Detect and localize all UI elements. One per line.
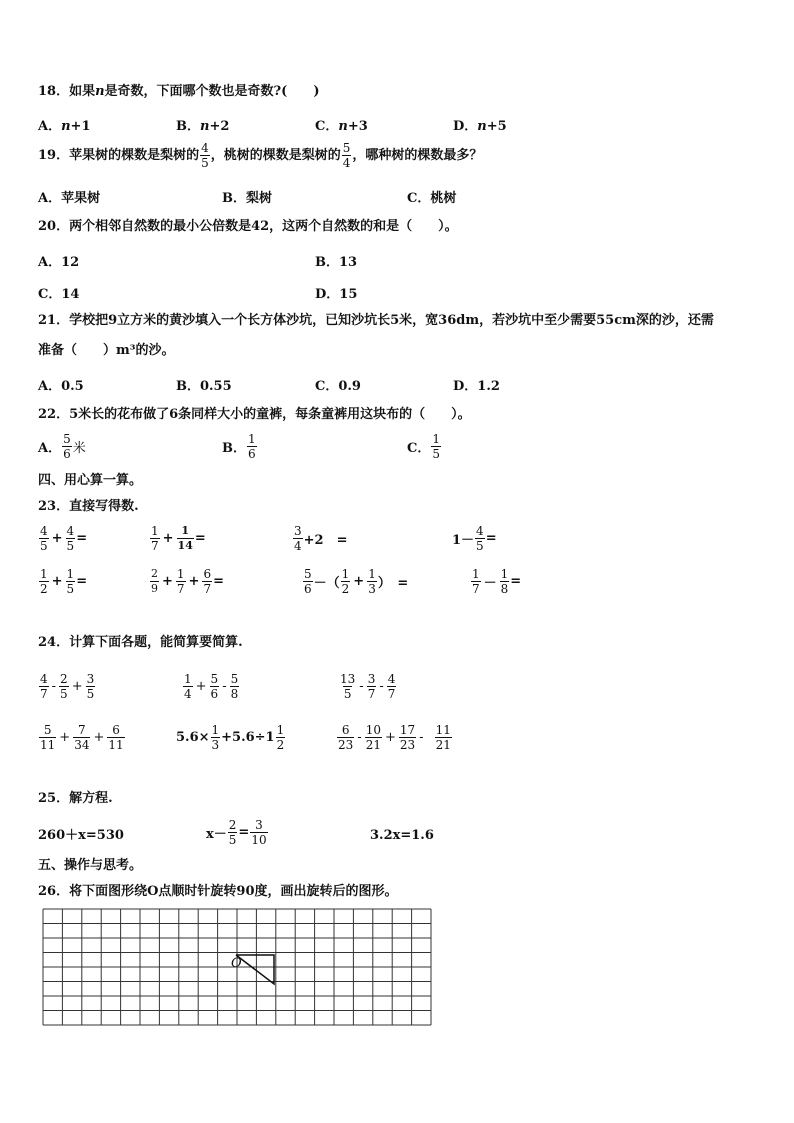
section-4-heading: 四、用心算一算。 [38,473,143,488]
q23-expr-7: $\frac{5}{6}$ －（ $\frac{1}{2}$ + $\frac{1}{3}$ ） = [304,567,409,596]
q22-option-b[interactable]: B． $\frac{1}{6}$ [222,432,256,461]
q23-expr-6: $\frac{2}{9}$ + $\frac{1}{7}$ + $\frac{6}{7}$ = [151,567,224,596]
q19-fraction-2: $\frac{5}{4}$ [342,141,351,170]
q22-option-c[interactable]: C． $\frac{1}{5}$ [407,432,440,461]
q18-prompt-a: 18．如果 [38,84,96,99]
q24-expr-4: $\frac{5}{11}$ + $\frac{7}{34}$ + $\frac{6}{11}$ [40,723,124,752]
q24-expr-6: $\frac{6}{23}$ - $\frac{10}{21}$ + $\frac{17}{23}$ - $\frac{11}{21}$ [338,723,451,752]
q20-option-a[interactable]: A．12 [38,255,80,270]
q24-expr-5: 5.6× $\frac{1}{3}$ +5.6÷1 $\frac{1}{2}$ [176,723,285,752]
q20-option-c[interactable]: C．14 [38,287,80,302]
q18-option-c[interactable]: C．n+3 [315,119,368,134]
q21-option-a[interactable]: A．0.5 [38,379,84,394]
point-o-label: O [231,956,242,971]
q23-expr-1: $\frac{4}{5}$ + $\frac{4}{5}$ = [40,524,88,553]
q19-option-a[interactable]: A．苹果树 [38,191,101,206]
q18-option-b[interactable]: B．n+2 [176,119,230,134]
q23-expr-5: $\frac{1}{2}$ + $\frac{1}{5}$ = [40,567,88,596]
q25-equation-2: x－ $\frac{2}{5}$ = $\frac{3}{10}$ [206,818,267,847]
q24-expr-3: $\frac{13}{5}$ - $\frac{3}{7}$ - $\frac{4}{7}$ [340,672,396,701]
q23-expr-8: $\frac{1}{7}$ － $\frac{1}{8}$ = [472,567,522,596]
q18-option-a[interactable]: A．n+1 [38,119,91,134]
q24-expr-2: $\frac{1}{4}$ + $\frac{5}{6}$ - $\frac{5}{8}$ [184,672,239,701]
q21-option-b[interactable]: B．0.55 [176,379,232,394]
q18-option-d[interactable]: D．n+5 [453,119,507,134]
q24-title: 24．计算下面各题，能简算要简算. [38,635,243,650]
q22-option-a[interactable]: A． $\frac{5}{6}$ 米 [38,432,86,461]
q26-prompt: 26．将下面图形绕O点顺时针旋转90度，画出旋转后的图形。 [38,884,398,899]
q18-var: n [95,84,105,99]
q18-prompt [38,84,319,100]
section-5-heading: 五、操作与思考。 [38,858,143,873]
q19-fraction-1: $\frac{4}{5}$ [201,141,209,170]
q22-prompt: 22．5米长的花布做了6条同样大小的童裤，每条童裤用这块布的（ ）。 [38,407,471,422]
q20-option-b[interactable]: B．13 [315,255,358,270]
q24-expr-1: $\frac{4}{7}$ - $\frac{2}{5}$ + $\frac{3}{5}$ [40,672,95,701]
rotation-triangle [236,955,274,984]
q23-expr-4: 1－ $\frac{4}{5}$ = [452,524,497,553]
q19-option-b[interactable]: B．梨树 [222,191,272,206]
q23-expr-3: $\frac{3}{4}$ +2 = [294,524,348,553]
q20-prompt: 20．两个相邻自然数的最小公倍数是42，这两个自然数的和是（ ）。 [38,219,458,234]
q19-option-c[interactable]: C．桃树 [407,191,457,206]
q18-prompt-b: 是奇数，下面哪个数也是奇数?( ) [104,84,320,99]
q23-expr-2: $\frac{1}{7}$ + $\frac{1}{14}$ = [151,524,206,553]
q21-option-c[interactable]: C．0.9 [315,379,361,394]
q25-equation-1: 260＋x=530 [38,828,124,843]
q20-option-d[interactable]: D．15 [315,287,358,302]
q21-prompt-line1: 21．学校把9立方米的黄沙填入一个长方体沙坑，已知沙坑长5米，宽36dm，若沙坑中至少需要55cm深的沙，还需 [38,313,714,328]
q21-option-d[interactable]: D．1.2 [453,379,500,394]
q26-grid-figure[interactable] [42,908,434,1028]
q25-equation-3: 3.2x=1.6 [370,828,434,843]
q19-prompt: 19．苹果树的棵数是梨树的 $\frac{4}{5}$ ，桃树的棵数是梨树的 $\frac{5}{4}$ ，哪种树的棵数最多？ [38,141,483,170]
q23-title: 23．直接写得数. [38,499,139,514]
q21-prompt-line2: 准备（ ）m³的沙。 [38,343,175,358]
q25-title: 25．解方程. [38,791,113,806]
